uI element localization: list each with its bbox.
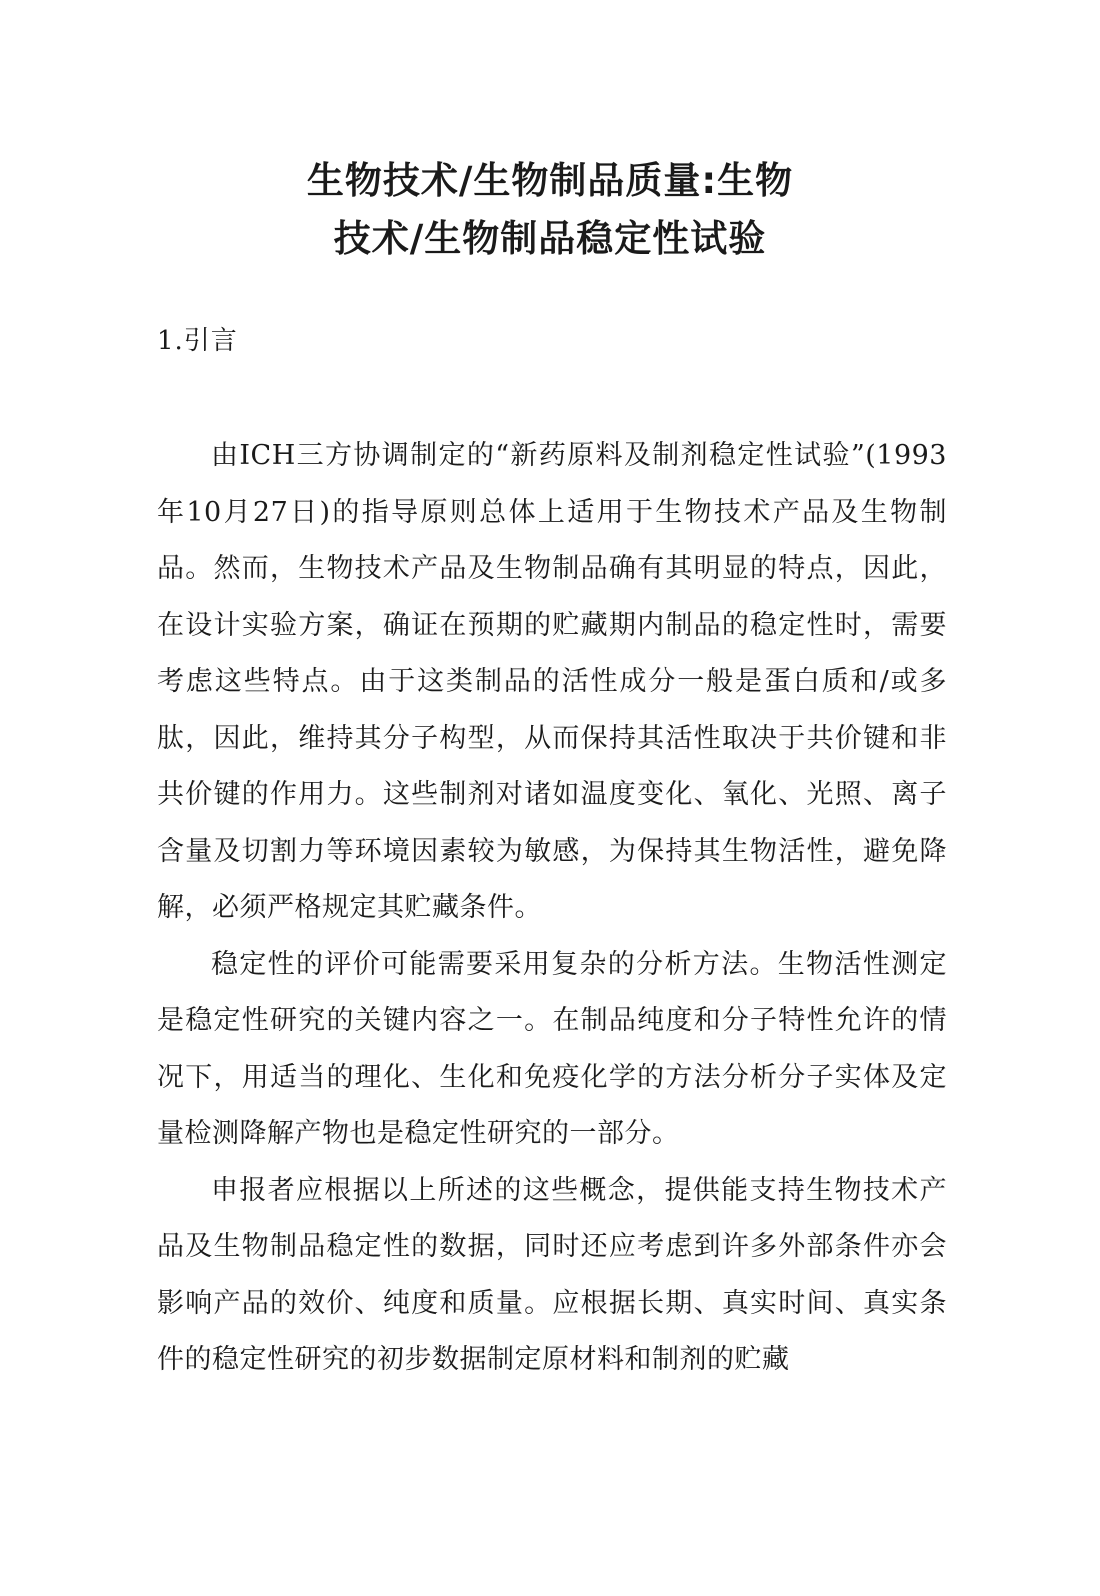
title-line-1: 生物技术/生物制品质量:生物	[306, 159, 794, 202]
paragraph: 申报者应根据以上所述的这些概念，提供能支持生物技术产品及生物制品稳定性的数据，同时还应考虑到许多外部条件亦会影响产品的效价、纯度和质量。应根据长期、真实时间、真实条件的稳定性研究的初步数据制定原材料和制剂的贮藏	[157, 1174, 947, 1375]
title-line-2: 技术/生物制品稳定性试验	[333, 217, 767, 260]
document-title	[0, 152, 1100, 268]
document-body	[157, 428, 947, 1389]
paragraph: 稳定性的评价可能需要采用复杂的分析方法。生物活性测定是稳定性研究的关键内容之一。在制品纯度和分子特性允许的情况下，用适当的理化、生化和免疫化学的方法分析分子实体及定量检测降解产物也是稳定性研究的一部分。	[157, 948, 947, 1149]
paragraph: 由ICH三方协调制定的“新药原料及制剂稳定性试验”(1993年10月27日)的指导原则总体上适用于生物技术产品及生物制品。然而，生物技术产品及生物制品确有其明显的特点，因此，在设计实验方案，确证在预期的贮藏期内制品的稳定性时，需要考虑这些特点。由于这类制品的活性成分一般是蛋白质和/或多肽，因此，维持其分子构型，从而保持其活性取决于共价键和非共价键的作用力。这些制剂对诸如温度变化、氧化、光照、离子含量及切割力等环境因素较为敏感，为保持其生物活性，避免降解，必须严格规定其贮藏条件。	[157, 440, 947, 923]
section-heading: 1.引言	[157, 326, 238, 356]
